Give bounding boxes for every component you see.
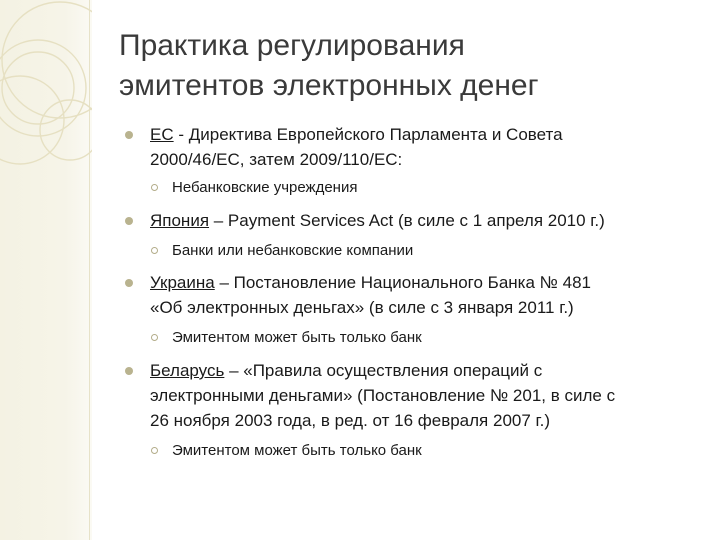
bullet-japan-line-1 xyxy=(150,208,700,233)
bullet-eu-line-1 xyxy=(150,122,700,147)
bullet-belarus xyxy=(150,358,700,433)
bullet-eu xyxy=(150,122,700,172)
bullet-ukraine xyxy=(150,270,700,320)
bullet-japan-text: – Payment Services Act (в силе с 1 апреля 2010 г.) xyxy=(209,211,605,230)
ring-bullet xyxy=(151,247,158,254)
bullet-japan-label: Япония xyxy=(150,211,210,230)
sub-bullet-belarus-text: Эмитентом может быть только банк xyxy=(172,442,422,459)
bullet-dot xyxy=(125,279,133,287)
ring-bullet xyxy=(151,184,158,191)
sub-bullet-japan-text: Банки или небанковские компании xyxy=(172,242,414,259)
sub-bullet-ukraine-text: Эмитентом может быть только банк xyxy=(172,329,422,346)
title-line-2: эмитентов электронных денег xyxy=(119,69,539,102)
bullet-ukraine-line-1 xyxy=(150,270,700,295)
bullet-dot xyxy=(125,217,133,225)
title-line-1: Практика регулирования xyxy=(119,29,465,62)
bullet-belarus-line-2: электронными деньгами» (Постановление № 201, в силе с xyxy=(150,386,616,405)
bullet-ukraine-line-2: «Об электронных деньгах» (в силе с 3 января 2011 г.) xyxy=(150,298,574,317)
bullet-belarus-label: Беларусь xyxy=(150,361,225,380)
bullet-eu-text: - Директива Европейского Парламента и Совета xyxy=(173,125,563,144)
ring-bullet xyxy=(151,334,158,341)
sub-bullet-japan xyxy=(172,241,413,261)
bullet-eu-label: ЕС xyxy=(150,125,174,144)
sub-bullet-ukraine xyxy=(172,328,422,348)
ring-bullet xyxy=(151,447,158,454)
sub-bullet-eu-text: Небанковские учреждения xyxy=(172,179,358,196)
bullet-ukraine-label: Украина xyxy=(150,273,215,292)
bullet-dot xyxy=(125,131,133,139)
bullet-belarus-line-3: 26 ноября 2003 года, в ред. от 16 февраля 2007 г.) xyxy=(150,411,551,430)
bullet-belarus-line-1 xyxy=(150,358,700,383)
bullet-dot xyxy=(125,367,133,375)
bullet-eu-line-2: 2000/46/ЕС, затем 2009/110/ЕС: xyxy=(150,150,403,169)
bullet-ukraine-text: – Постановление Национального Банка № 481 xyxy=(214,273,591,292)
sub-bullet-eu xyxy=(172,178,357,198)
sub-bullet-belarus xyxy=(172,441,422,461)
bullet-japan xyxy=(150,208,700,233)
bullet-belarus-text: – «Правила осуществления операций с xyxy=(224,361,543,380)
